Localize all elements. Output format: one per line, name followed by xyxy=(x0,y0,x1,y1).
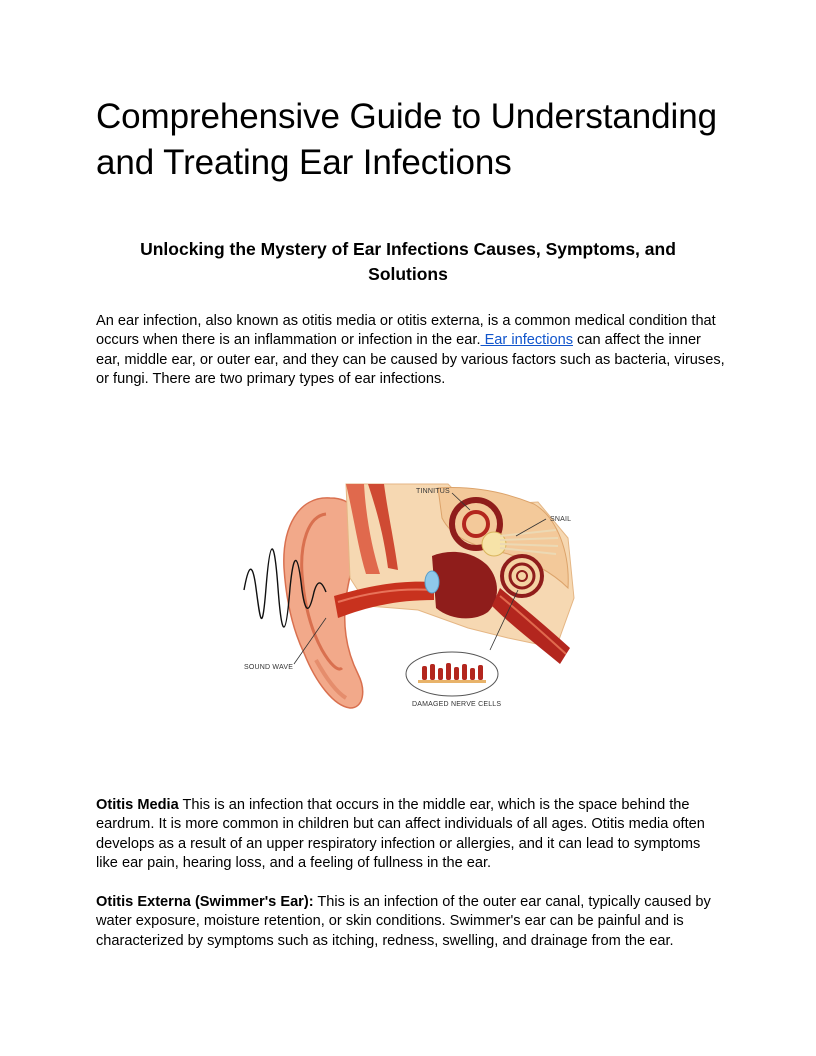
ear-anatomy-illustration xyxy=(238,478,578,714)
subtitle-line-2: Solutions xyxy=(368,264,448,284)
intro-text-before-link: An ear infection, also known as otitis media or otitis externa, is a common medical condition that occurs when there is an inflammation or infection in the ear. xyxy=(96,313,716,349)
subtitle-line-1: Unlocking the Mystery of Ear Infections Causes, Symptoms, and xyxy=(140,239,676,259)
sound-wave-label: SOUND WAVE xyxy=(244,664,294,671)
damaged-nerve-cells-inset xyxy=(406,652,498,696)
eardrum xyxy=(425,571,439,593)
document-subtitle xyxy=(96,237,720,287)
title-line-1: Comprehensive Guide to Understanding xyxy=(96,97,717,136)
tinnitus-label: TINNITUS xyxy=(416,488,450,495)
otitis-externa-paragraph xyxy=(96,893,726,951)
otitis-media-text: This is an infection that occurs in the middle ear, which is the space behind the eardrum. It is more common in children but can affect individuals of all ages. Otitis media often develops as a result of an upper respiratory infection or allergies, and it can lead to symptoms like ear pain, hearing loss, and a feeling of fullness in the ear. xyxy=(96,797,705,872)
document-title xyxy=(96,94,736,186)
otitis-externa-heading: Otitis Externa (Swimmer's Ear): xyxy=(96,894,314,910)
otitis-externa-text: This is an infection of the outer ear canal, typically caused by water exposure, moisture retention, or skin conditions. Swimmer's ear can be painful and is characterized by symptoms such as itching, redness, swelling, and drainage from the ear. xyxy=(96,894,711,949)
ear-infections-link[interactable]: Ear infections xyxy=(480,332,573,349)
intro-paragraph xyxy=(96,312,726,390)
damaged-nerve-cells-label: DAMAGED NERVE CELLS xyxy=(412,701,502,708)
otitis-media-paragraph xyxy=(96,796,726,874)
cochlea-snail xyxy=(502,556,542,596)
snail-label: SNAIL xyxy=(550,516,572,523)
otitis-media-heading: Otitis Media xyxy=(96,797,179,813)
ear-anatomy-svg xyxy=(238,478,578,714)
intro-text-after-link: can affect the inner ear, middle ear, or outer ear, and they can be caused by various factors such as bacteria, viruses, or fungi. There are two primary types of ear infections. xyxy=(96,332,725,388)
title-line-2: and Treating Ear Infections xyxy=(96,143,512,182)
